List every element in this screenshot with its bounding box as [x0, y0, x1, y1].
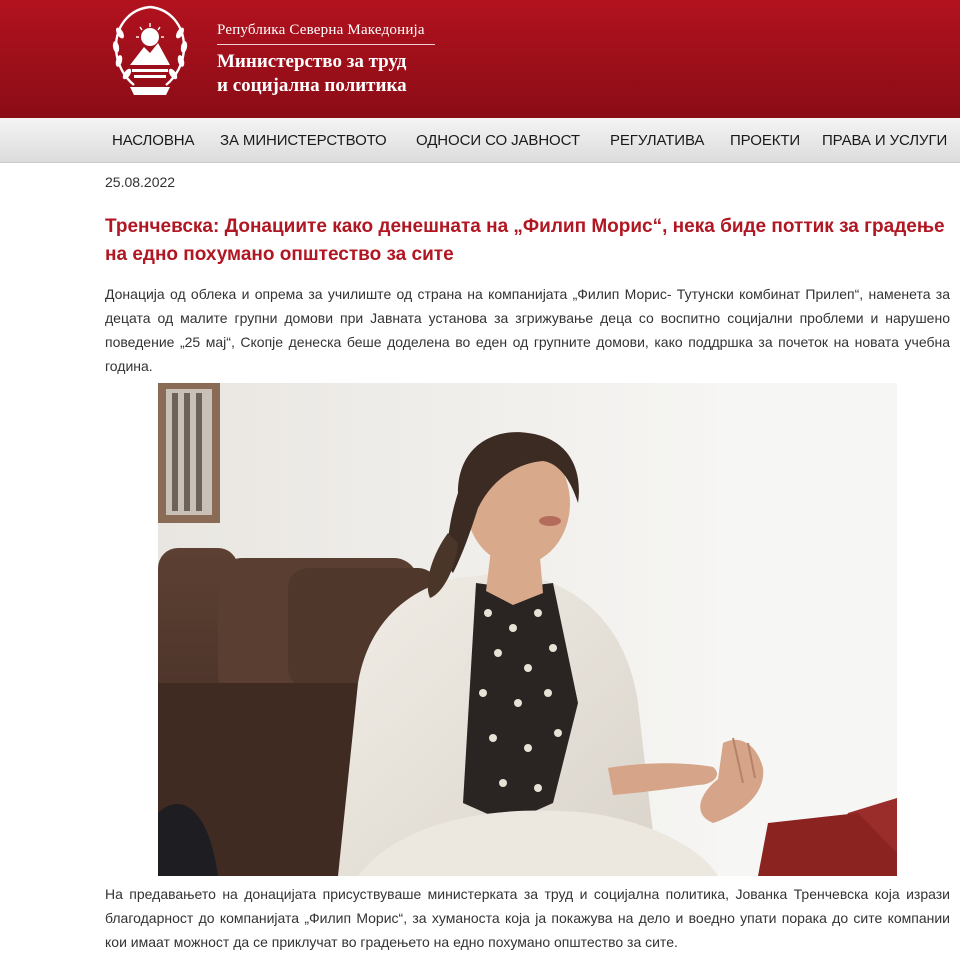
- article-date: 25.08.2022: [105, 174, 176, 190]
- article-title: Тренчевска: Донациите како денешната на „Филип Морис“, нека биде поттик за градење на едно похумано општество за сите: [105, 216, 945, 265]
- nav-item-rights-services[interactable]: ПРАВА И УСЛУГИ: [822, 132, 948, 149]
- article-paragraph-2: На предавањето на донацијата присуствуваше министерката за труд и социјална политика, Јованка Тренчевска која изрази благодарност до компанијата „Филип Морис“, за хуманоста која ја покажува на дело и воедно упати порака до сите компании кои имаат можност да се приклучат во градењето на едно похумано општество за сите.: [105, 886, 950, 950]
- minister-photo-illustration: [158, 383, 897, 876]
- nav-item-about-ministry[interactable]: ЗА МИНИСТЕРСТВОТО: [220, 132, 387, 149]
- brand-divider: [217, 44, 435, 45]
- nav-item-regulation[interactable]: РЕГУЛАТИВА: [610, 132, 705, 149]
- nav-item-projects[interactable]: ПРОЕКТИ: [730, 132, 801, 149]
- main-navigation: [0, 118, 960, 163]
- nav-item-home[interactable]: НАСЛОВНА: [112, 132, 195, 149]
- ministry-name-line1: Министерство за труд: [217, 51, 407, 72]
- article-paragraph-1: Донација од облека и опрема за училиште од страна на компанијата „Филип Морис- Тутунски комбинат Прилеп“, наменета за децата од малите групни домови при Јавната установа за згрижување деца со воспитно социјални проблеми и нарушено поведение „25 мај“, Скопје денеска беше доделена во еден од групните домови, како поддршка за почеток на новата учебна година.: [105, 286, 950, 374]
- coat-of-arms-icon[interactable]: [104, 3, 196, 107]
- ministry-name[interactable]: [217, 50, 407, 98]
- nav-item-public-relations[interactable]: ОДНОСИ СО ЈАВНОСТ: [416, 132, 580, 149]
- country-name: Република Северна Македонија: [217, 22, 425, 38]
- site-header: [0, 0, 960, 118]
- article-photo: [158, 383, 897, 876]
- ministry-name-line2: и социјална политика: [217, 75, 407, 96]
